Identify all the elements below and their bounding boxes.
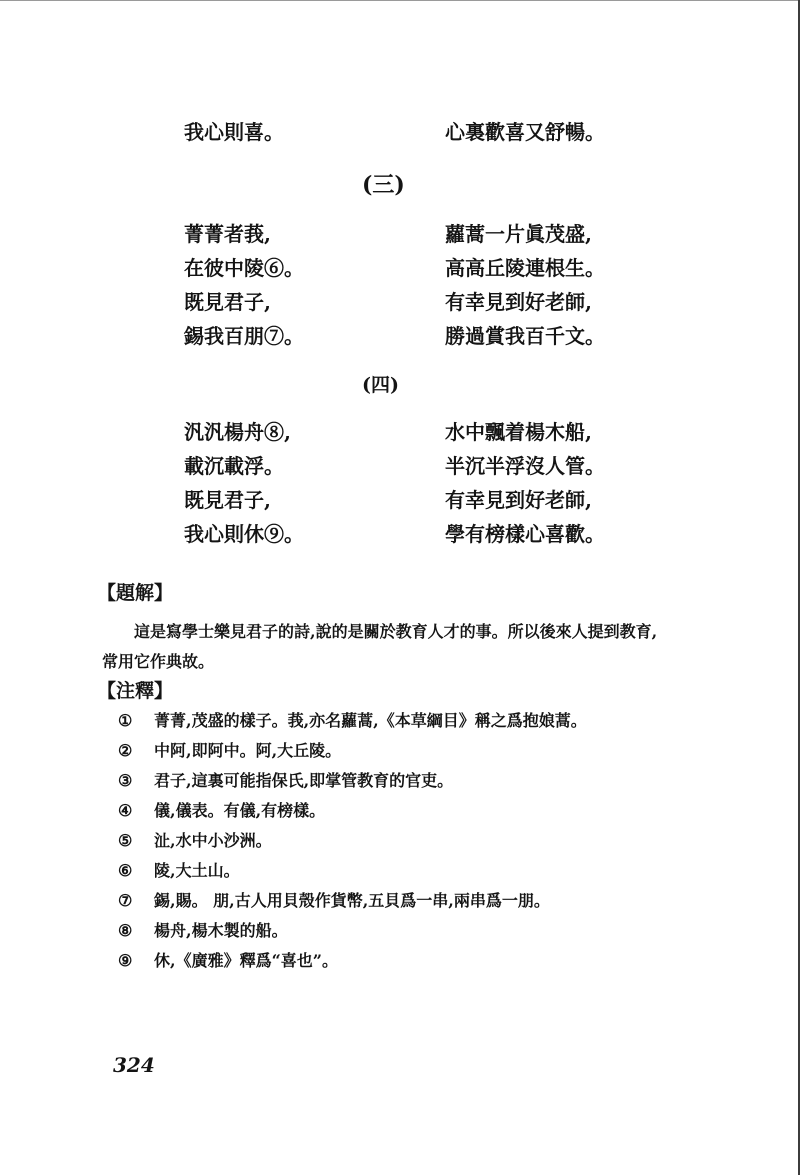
stanza-heading-3: (三) — [362, 172, 405, 198]
note-number: ⑧ — [118, 921, 133, 940]
poem-line-original: 我心則休⑨。 — [184, 522, 304, 546]
note-number: ① — [118, 711, 133, 730]
note-item — [118, 950, 338, 972]
top-border — [0, 0, 800, 1]
poem-line-original: 菁菁者莪, — [184, 222, 271, 246]
note-text: 沚,水中小沙洲。 — [154, 831, 272, 850]
note-item — [118, 890, 550, 912]
page-number: 324 — [113, 1053, 155, 1077]
poem-line-translation: 心裏歡喜又舒暢。 — [445, 120, 605, 144]
note-number: ⑨ — [118, 951, 133, 970]
note-text: 儀,儀表。有儀,有榜樣。 — [154, 801, 326, 820]
poem-line-translation: 有幸見到好老師, — [445, 290, 592, 314]
note-text: 君子,這裏可能指保氏,即掌管教育的官吏。 — [154, 771, 454, 790]
explanation-text: 這是寫學士樂見君子的詩,說的是關於教育人才的事。所以後來人提到教育,常用它作典故。 — [102, 622, 658, 671]
poem-line-translation: 有幸見到好老師, — [445, 488, 592, 512]
note-item — [118, 800, 325, 822]
note-text: 休,《廣雅》釋爲“喜也”。 — [154, 951, 338, 970]
poem-line-translation: 半沉半浮沒人管。 — [445, 454, 605, 478]
poem-line-translation: 高高丘陵連根生。 — [445, 256, 605, 280]
poem-line-translation: 蘿蒿一片眞茂盛, — [445, 222, 592, 246]
explanation-heading: 【題解】 — [97, 582, 174, 604]
poem-line-original: 既見君子, — [184, 290, 271, 314]
poem-line-original: 既見君子, — [184, 488, 271, 512]
note-number: ⑦ — [118, 891, 133, 910]
poem-line-original: 錫我百朋⑦。 — [184, 324, 304, 348]
poem-line-original: 我心則喜。 — [184, 120, 284, 144]
poem-line-translation: 勝過賞我百千文。 — [445, 324, 605, 348]
note-item — [118, 860, 240, 882]
poem-line-original: 載沉載浮。 — [184, 454, 284, 478]
note-item — [118, 830, 272, 852]
poem-line-original: 汎汎楊舟⑧, — [184, 420, 291, 444]
note-number: ⑤ — [118, 831, 133, 850]
note-number: ② — [118, 741, 133, 760]
notes-heading: 【注釋】 — [97, 680, 174, 702]
note-number: ⑥ — [118, 861, 133, 880]
note-text: 中阿,即阿中。阿,大丘陵。 — [154, 741, 342, 760]
note-text: 陵,大土山。 — [154, 861, 240, 880]
note-text: 錫,賜。 朋,古人用貝殼作貨幣,五貝爲一串,兩串爲一朋。 — [154, 891, 550, 910]
note-item — [118, 770, 453, 792]
note-item — [118, 740, 341, 762]
poem-line-original: 在彼中陵⑥。 — [184, 256, 304, 280]
stanza-heading-4: (四) — [362, 374, 399, 396]
note-text: 楊舟,楊木製的船。 — [154, 921, 288, 940]
poem-line-translation: 學有榜樣心喜歡。 — [445, 522, 605, 546]
note-number: ④ — [118, 801, 133, 820]
note-item — [118, 710, 587, 732]
note-text: 菁菁,茂盛的樣子。莪,亦名蘿蒿,《本草綱目》稱之爲抱娘蒿。 — [154, 711, 587, 730]
note-item — [118, 920, 288, 942]
poem-line-translation: 水中飄着楊木船, — [445, 420, 592, 444]
note-number: ③ — [118, 771, 133, 790]
